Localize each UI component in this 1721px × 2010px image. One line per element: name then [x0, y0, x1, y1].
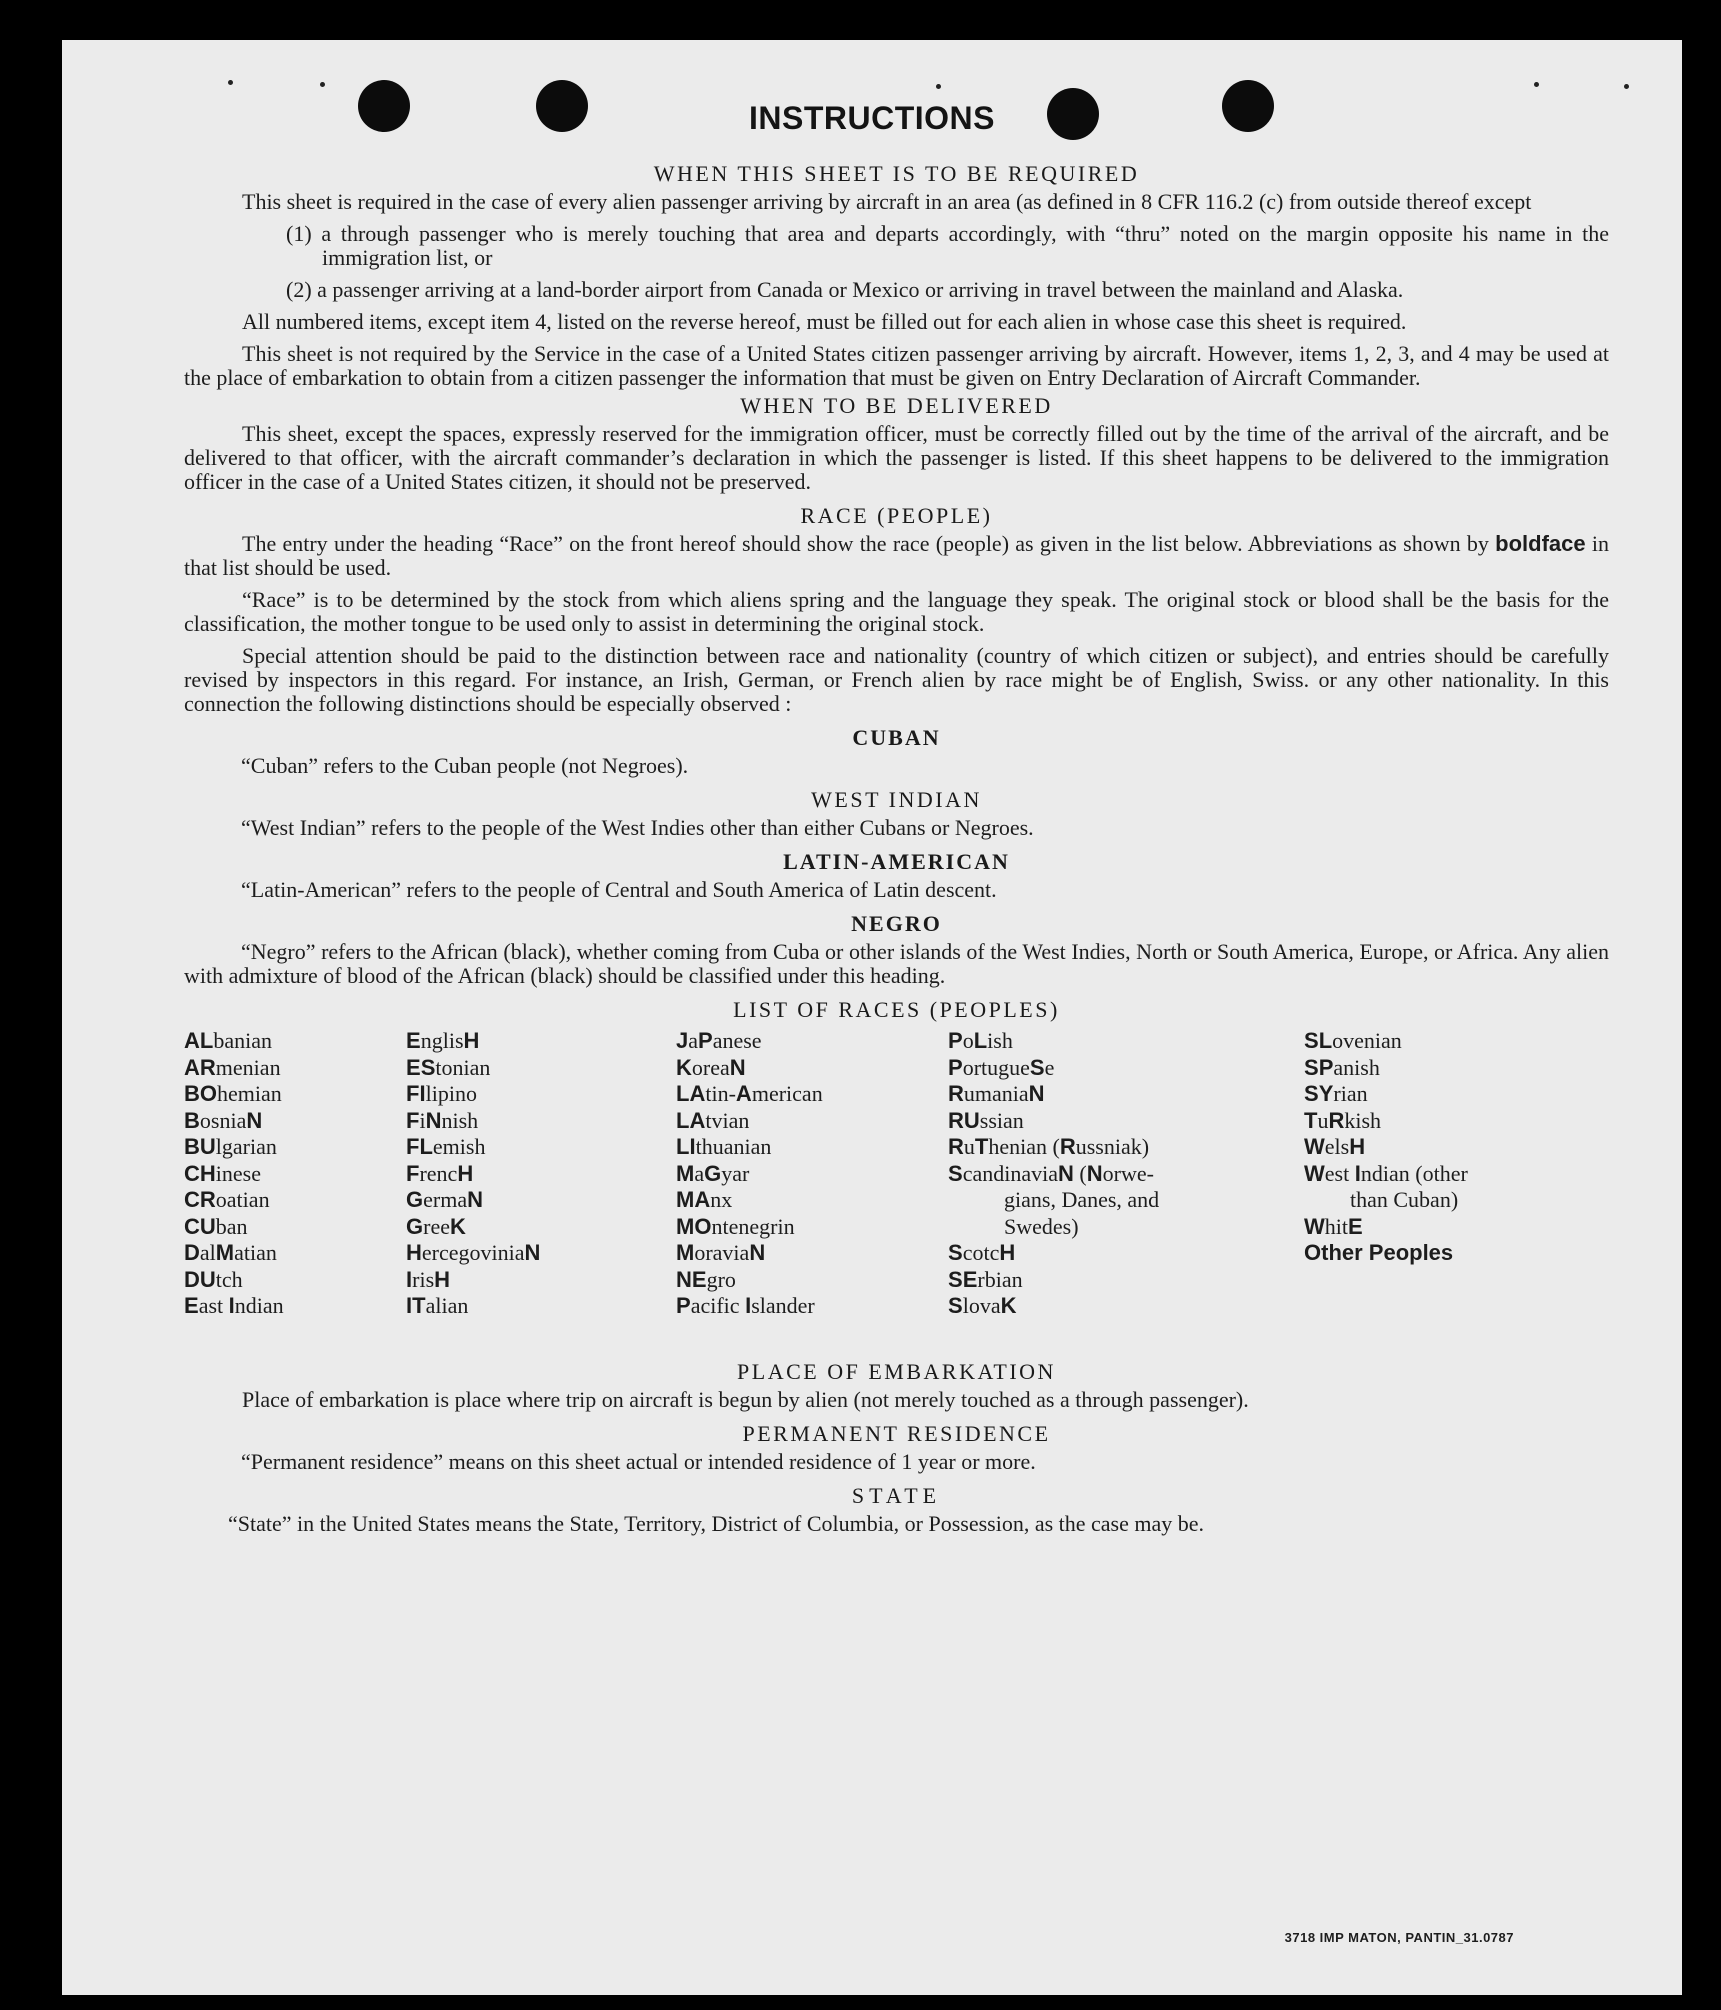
race-column — [1304, 1028, 1468, 1267]
race-column — [948, 1028, 1159, 1320]
race-entry: MOntenegrin — [676, 1213, 795, 1239]
race-entry: PoLish — [948, 1028, 1013, 1053]
race-entry: WhitE — [1304, 1213, 1363, 1239]
speck — [228, 80, 233, 85]
race-entry: ScandinaviaN (Norwe- — [948, 1160, 1154, 1186]
race-column — [406, 1028, 540, 1320]
section-heading-race: RACE (PEOPLE) — [800, 503, 993, 528]
boldface-sample: boldface — [1495, 531, 1586, 556]
race-entry: TuRkish — [1304, 1107, 1382, 1133]
section-heading-delivered: WHEN TO BE DELIVERED — [740, 393, 1053, 418]
race-entry: EStonian — [406, 1054, 491, 1080]
race-entry: SYrian — [1304, 1081, 1368, 1106]
race-entry: CRoatian — [184, 1187, 270, 1212]
race-entry: IrisH — [406, 1266, 451, 1292]
list-item: (2) a passenger arriving at a land-border airport from Canada or Mexico or arriving in travel between the mainland and Alaska. — [286, 277, 1404, 302]
paragraph: “Negro” refers to the African (black), whether coming from Cuba or other islands of the West Indies, North or South America, Europe, or Africa. Any alien with admixture of blood of the African (black) should be classified under this heading. — [184, 939, 1609, 988]
race-entry: HercegoviniaN — [406, 1240, 541, 1265]
race-entry: PortugueSe — [948, 1054, 1055, 1080]
race-entry: RUssian — [948, 1107, 1024, 1133]
paragraph: Special attention should be paid to the distinction between race and nationality (country of which citizen or subject), and entries should be carefully revised by inspectors in this regard. For instance, an Irish, German, or French alien by race might be of English, Swiss. or any other nationality. In this connection the following distinctions should be especially observed : — [184, 643, 1609, 716]
race-entry: SlovaK — [948, 1293, 1017, 1318]
race-entry: BosniaN — [184, 1107, 263, 1133]
race-entry: LAtin-American — [676, 1081, 823, 1106]
section-heading-race-list: LIST OF RACES (PEOPLES) — [733, 997, 1060, 1022]
paragraph: “State” in the United States means the State, Territory, District of Columbia, or Possession, as the case may be. — [228, 1511, 1205, 1536]
section-heading-state: STATE — [851, 1483, 942, 1508]
race-entry: RumaniaN — [948, 1081, 1045, 1106]
section-heading-residence: PERMANENT RESIDENCE — [742, 1421, 1051, 1446]
race-entry: JaPanese — [676, 1028, 762, 1053]
race-entry: Pacific Islander — [676, 1293, 815, 1318]
race-entry: MAnx — [676, 1187, 733, 1212]
text-run: The entry under the heading “Race” on the front hereof should show the race (people) as given in the list below. Abbreviations as shown by — [242, 531, 1489, 556]
race-entry: BUlgarian — [184, 1134, 277, 1159]
document-page — [62, 40, 1682, 1995]
speck — [1534, 82, 1539, 87]
race-entry: MoraviaN — [676, 1240, 766, 1265]
section-heading-embarkation: PLACE OF EMBARKATION — [737, 1359, 1056, 1384]
paragraph — [184, 532, 1609, 580]
paragraph: This sheet is not required by the Service in the case of a United States citizen passenger arriving by aircraft. However, items 1, 2, 3, and 4 may be used at the place of embarkation to obtain from a citizen passenger the information that must be given on Entry Declaration of Aircraft Commander. — [184, 341, 1609, 390]
race-entry-other-peoples: Other Peoples — [1304, 1240, 1454, 1265]
race-column — [676, 1028, 823, 1320]
race-entry: WelsH — [1304, 1134, 1366, 1159]
list-item: (1) a through passenger who is merely touching that area and departs accordingly, with “thru” noted on the margin opposite his name in the immigration list, or — [286, 221, 1609, 270]
section-heading-west-indian: WEST INDIAN — [811, 787, 982, 812]
race-entry: LIthuanian — [676, 1134, 772, 1159]
paragraph: All numbered items, except item 4, listed on the reverse hereof, must be filled out for each alien in whose case this sheet is required. — [242, 309, 1407, 334]
paragraph: This sheet, except the spaces, expressly reserved for the immigration officer, must be correctly filled out by the time of the arrival of the aircraft, and be delivered to that officer, with the aircraft commander’s declaration in which the passenger is listed. If this sheet happens to be delivered to the immigration officer in the case of a United States citizen, it should not be preserved. — [184, 421, 1609, 494]
speck — [1624, 84, 1629, 89]
paragraph: “Race” is to be determined by the stock from which aliens spring and the language they speak. The original stock or blood shall be the basis for the classification, the mother tongue to be used only to assist in determining the original stock. — [184, 587, 1609, 636]
race-entry: SPanish — [1304, 1054, 1380, 1080]
paragraph: “Permanent residence” means on this sheet actual or intended residence of 1 year or more. — [241, 1449, 1036, 1474]
race-entry: NEgro — [676, 1266, 736, 1292]
race-list — [184, 1028, 1609, 1358]
race-entry: CHinese — [184, 1160, 261, 1186]
race-entry-continued: than Cuban) — [1350, 1187, 1459, 1212]
race-entry: GreeK — [406, 1213, 466, 1239]
section-heading-latin-american: LATIN-AMERICAN — [783, 849, 1010, 874]
paragraph: This sheet is required in the case of every alien passenger arriving by aircraft in an area (as defined in 8 CFR 116.2 (c) from outside thereof except — [242, 189, 1532, 214]
race-entry: ALbanian — [184, 1028, 272, 1053]
race-entry: CUban — [184, 1213, 248, 1239]
race-entry: DalMatian — [184, 1240, 277, 1265]
paragraph: Place of embarkation is place where trip on aircraft is begun by alien (not merely touched as a through passenger). — [242, 1387, 1249, 1412]
race-entry: FLemish — [406, 1134, 486, 1159]
race-column — [184, 1028, 284, 1320]
race-entry: ScotcH — [948, 1240, 1016, 1265]
race-entry: SLovenian — [1304, 1028, 1402, 1053]
section-heading-cuban: CUBAN — [852, 725, 941, 750]
printer-imprint: 3718 IMP MATON, PANTIN_31.0787 — [1284, 1930, 1514, 1945]
paragraph: “Latin-American” refers to the people of Central and South America of Latin descent. — [241, 877, 997, 902]
race-entry: MaGyar — [676, 1160, 750, 1186]
race-entry-continued: gians, Danes, and — [1004, 1187, 1160, 1212]
section-heading-negro: NEGRO — [851, 911, 942, 936]
paragraph: “Cuban” refers to the Cuban people (not Negroes). — [241, 753, 689, 778]
speck — [320, 82, 325, 87]
instructions-body — [184, 158, 1609, 1536]
race-entry: West Indian (other — [1304, 1160, 1468, 1186]
race-entry: ARmenian — [184, 1054, 281, 1080]
race-entry: EnglisH — [406, 1028, 480, 1053]
race-entry: DUtch — [184, 1266, 243, 1292]
race-entry: GermaN — [406, 1187, 483, 1212]
race-entry: ITalian — [406, 1293, 469, 1318]
race-entry: SErbian — [948, 1266, 1023, 1292]
section-heading-required: WHEN THIS SHEET IS TO BE REQUIRED — [653, 161, 1140, 186]
race-entry: East Indian — [184, 1293, 284, 1318]
race-entry-continued: Swedes) — [1004, 1213, 1079, 1239]
race-entry: FiNnish — [406, 1107, 479, 1133]
race-entry: KoreaN — [676, 1054, 746, 1080]
race-entry: LAtvian — [676, 1107, 750, 1133]
race-entry: FrencH — [406, 1160, 474, 1186]
speck — [936, 84, 941, 89]
race-entry: FIlipino — [406, 1081, 477, 1106]
race-entry: BOhemian — [184, 1081, 282, 1106]
paragraph: “West Indian” refers to the people of the West Indies other than either Cubans or Negroes. — [241, 815, 1034, 840]
page-title: INSTRUCTIONS — [749, 100, 995, 136]
race-entry: RuThenian (Russniak) — [948, 1134, 1150, 1159]
text-run: in that list should be used. — [184, 531, 1610, 580]
